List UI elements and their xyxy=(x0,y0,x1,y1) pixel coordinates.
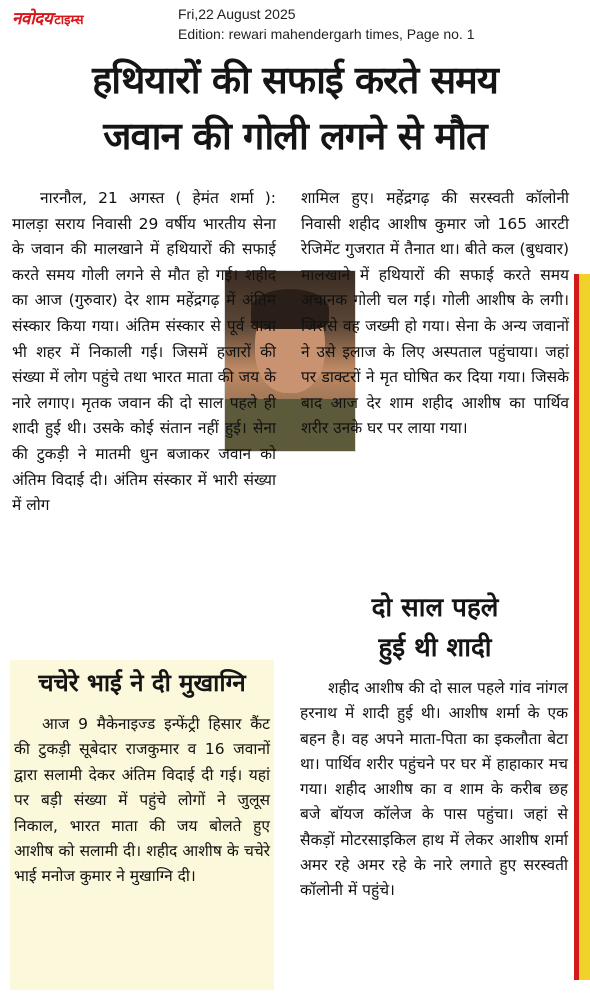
section-mukhagni-title: चचेरे भाई ने दी मुखाग्नि xyxy=(38,669,246,697)
article-column-1 xyxy=(12,186,276,519)
article-col2-text: शामिल हुए। महेंद्रगढ़ की सरस्वती कॉलोनी निवासी शहीद आशीष कुमार जो 165 आरटी रेजिमेंट गुजरात में तैनात था। बीते कल (बुधवार) मालखाने में हथियारों की सफाई करते समय अचानक गोली चल गई। गोली आशीष के लगी। जिससे वह जख्मी हो गया। सेना के अन्य जवानों ने उसे इलाज के लिए अस्पताल पहुंचाया। जहां पर डाक्टरों ने मृत घोषित कर दिया गया। जिसके बाद आज देर शाम शहीद आशीष का पार्थिव शरीर उनके घर पर लाया गया। xyxy=(301,189,569,438)
section-shadi-text: शहीद आशीष की दो साल पहले गांव नांगल हरनाथ में शादी हुई थी। आशीष शर्मा के एक बहन है। वह अपने माता-पिता का इकलौता बेटा था। पार्थिव शरीर पहुंचने पर घर में हाहाकार मच गया। शहीद आशीष का व शाम के करीब छह बजे बॉयज कॉलेज के पास पहुंचा। जहां से सैकड़ों मोटरसाइकिल हाथ में लेकर आशीष शर्मा अमर रहे अमर रहे के नारे लगाते हुए सरस्वती कॉलोनी में पहुंचे। xyxy=(300,679,568,900)
headline-line2: जवान की गोली लगने से मौत xyxy=(103,114,487,158)
article-column-2 xyxy=(301,186,569,442)
adjacent-ad-strip xyxy=(574,274,590,980)
logo-suffix: टाइम्स xyxy=(54,13,84,28)
article-col1-text: नारनौल, 21 अगस्त ( हेमंत शर्मा ): मालड़ा सराय निवासी 29 वर्षीय भारतीय सेना के जवान की मालखाने में हथियारों की सफाई करते समय गोली लगने से मौत हो गई। शहीद का आज (गुरुवार) देर शाम महेंद्रगढ़ में अंतिम संस्कार किया गया। अंतिम संस्कार से पूर्व यात्रा भी शहर में निकाली गई। जिसमें हजारों की संख्या में लोग पहुंचे तथा भारत माता की जय के नारे लगाए। मृतक जवान की दो साल पहले ही शादी हुई थी। उसके कोई संतान नहीं हुई। सेना की टुकड़ी ने मातमी धुन बजाकर जवान को अंतिम विदाई दी। अंतिम संस्कार में भारी संख्या में लोग xyxy=(12,189,276,515)
section-shadi-title-line2: हुई थी शादी xyxy=(378,633,492,663)
headline-line1: हथियारों की सफाई करते समय xyxy=(92,58,498,102)
edition-meta xyxy=(178,4,475,44)
edition-name: Edition: rewari mahendergarh times, Page no. 1 xyxy=(178,26,475,42)
section-shadi-title xyxy=(300,588,570,668)
logo-name: नवोदय xyxy=(12,9,53,29)
newspaper-logo[interactable] xyxy=(12,6,140,32)
section-shadi-title-line1: दो साल पहले xyxy=(371,593,499,623)
headline xyxy=(6,52,584,164)
masthead xyxy=(0,0,590,46)
edition-date: Fri,22 August 2025 xyxy=(178,6,296,22)
section-mukhagni-text: आज 9 मैकेनाइज्ड इन्फेंट्री हिसार कैंट की टुकड़ी सूबेदार राजकुमार व 16 जवानों द्वारा सलामी देकर अंतिम विदाई दी गई। यहां पर बड़ी संख्या में पहुंचे लोगों ने जुलूस निकाल, भारत माता की जय बोलते हुए आशीष को सलामी दी। शहीद आशीष के चचेरे भाई मनोज कुमार ने मुखाग्नि दी। xyxy=(14,715,270,886)
section-mukhagni-body xyxy=(14,712,270,890)
section-shadi-body xyxy=(300,676,568,904)
section-mukhagni xyxy=(10,660,274,990)
